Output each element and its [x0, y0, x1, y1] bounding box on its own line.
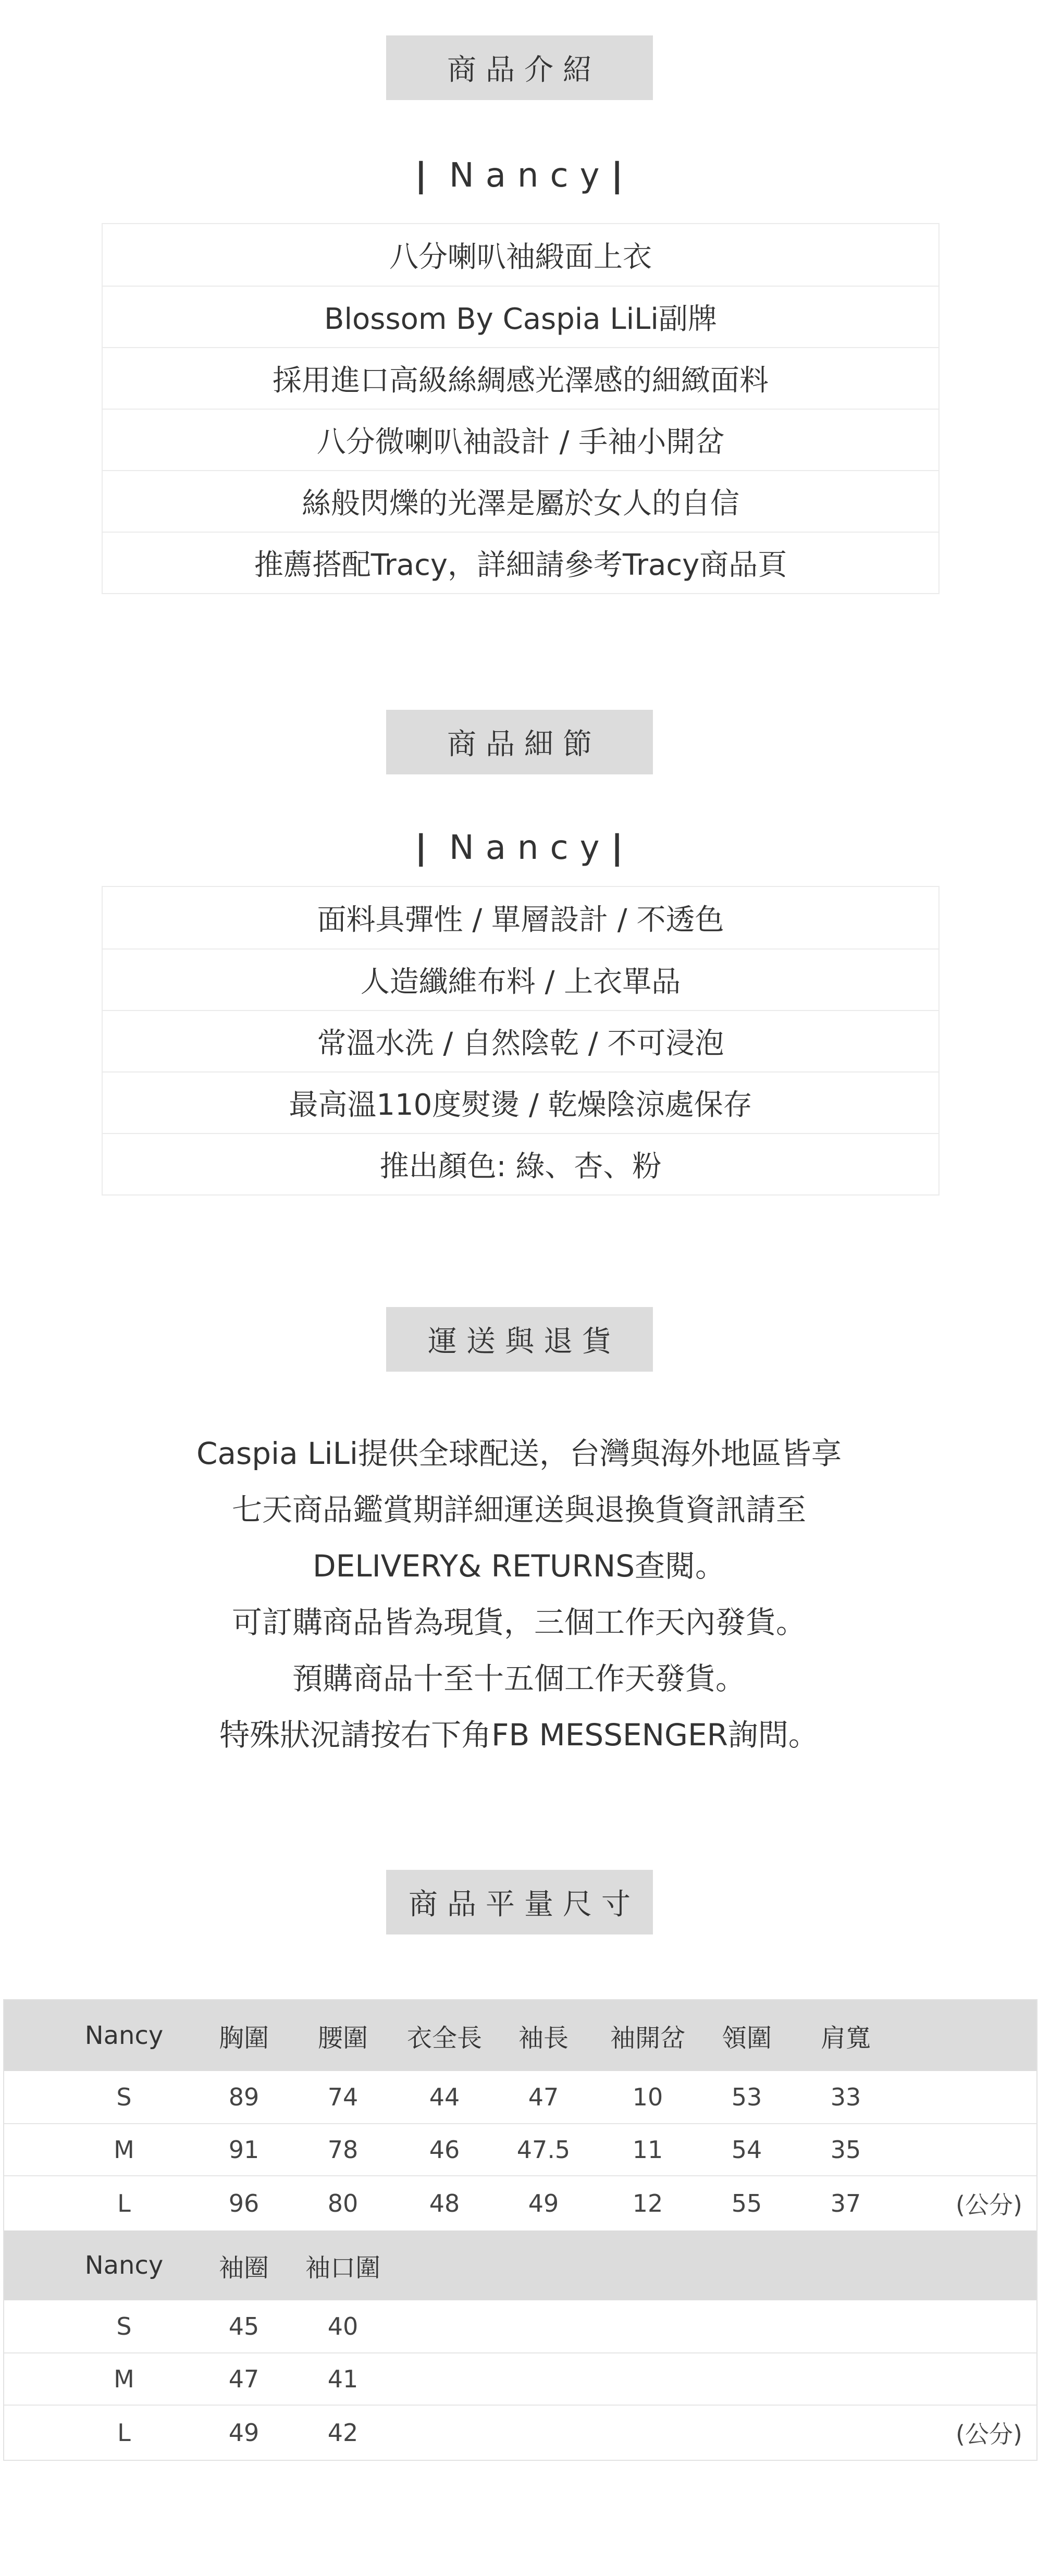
- table-cell: 89: [228, 2083, 260, 2111]
- table-row: [4, 2352, 1036, 2405]
- list-item: 絲般閃爍的光澤是屬於女人的自信: [103, 470, 938, 532]
- shipping-info: [0, 1423, 1038, 1760]
- product-details-title: 商品細節: [386, 710, 653, 774]
- table-row: [4, 2175, 1036, 2230]
- column-header: 腰圍: [317, 2023, 368, 2053]
- list-item: 最高溫110度熨燙 / 乾燥陰涼處保存: [103, 1071, 938, 1133]
- product-details-box: [102, 886, 940, 1195]
- list-item: 八分微喇叭袖設計 / 手袖小開岔: [103, 409, 938, 470]
- table-cell: 47: [528, 2083, 559, 2111]
- table-cell: 74: [327, 2083, 359, 2111]
- table-cell: 37: [830, 2189, 861, 2217]
- list-item: 採用進口高級絲綢感光澤感的細緻面料: [103, 347, 938, 409]
- table-cell: 45: [228, 2312, 260, 2340]
- table-cell: L: [117, 2189, 131, 2217]
- table-cell: 47: [228, 2365, 260, 2393]
- column-header: 胸圍: [218, 2023, 269, 2053]
- table-cell: L: [117, 2419, 131, 2447]
- table-cell: 48: [429, 2189, 460, 2217]
- table-cell: M: [114, 2136, 134, 2164]
- table-cell: 40: [327, 2312, 359, 2340]
- shipping-line: 可訂購商品皆為現貨，三個工作天內發貨。: [231, 1605, 806, 1640]
- shipping-line: 特殊狀況請按右下角FB MESSENGER詢問。: [219, 1717, 819, 1753]
- table-header: [4, 2000, 1036, 2071]
- table-cell: S: [116, 2083, 132, 2111]
- table-cell: 78: [327, 2136, 359, 2164]
- table-cell: 80: [327, 2189, 359, 2217]
- size-chart-title: 商品平量尺寸: [386, 1870, 653, 1934]
- product-name: Nancy: [449, 156, 611, 195]
- table-cell: 33: [830, 2083, 861, 2111]
- table-cell: 10: [632, 2083, 663, 2111]
- table-row: [4, 2123, 1036, 2175]
- table-cell: 42: [327, 2419, 359, 2447]
- unit-label: (公分): [956, 2191, 1022, 2219]
- shipping-title: 運送與退貨: [386, 1307, 653, 1372]
- size-table: [3, 1999, 1037, 2461]
- shipping-line: 七天商品鑑賞期詳細運送與退換貨資訊請至: [231, 1492, 806, 1527]
- product-intro-title: 商品介紹: [386, 35, 653, 100]
- table-cell: 12: [632, 2189, 663, 2217]
- list-item: 推出顏色: 綠、杏、粉: [103, 1133, 938, 1194]
- list-item: 面料具彈性 / 單層設計 / 不透色: [317, 903, 724, 937]
- table-cell: 96: [228, 2189, 260, 2217]
- column-header: Nancy: [84, 2251, 164, 2280]
- table-cell: 49: [528, 2189, 559, 2217]
- list-item: 常溫水洗 / 自然陰乾 / 不可浸泡: [103, 1010, 938, 1071]
- table-cell: S: [116, 2312, 132, 2340]
- shipping-line: 預購商品十至十五個工作天發貨。: [292, 1661, 746, 1696]
- table-cell: 44: [429, 2083, 460, 2111]
- table-cell: 91: [228, 2136, 260, 2164]
- unit-label: (公分): [956, 2420, 1022, 2448]
- column-header: 領圍: [721, 2023, 772, 2053]
- table-cell: 11: [632, 2136, 663, 2164]
- column-header: 肩寬: [820, 2023, 871, 2053]
- product-name: Nancy: [449, 829, 611, 867]
- column-header: 袖圈: [218, 2253, 269, 2283]
- table-cell: 41: [327, 2365, 359, 2393]
- column-header: 袖長: [518, 2023, 569, 2053]
- table-cell: 53: [731, 2083, 762, 2111]
- shipping-line: DELIVERY& RETURNS查閱。: [312, 1548, 726, 1584]
- product-intro-heading: | Nancy|: [415, 156, 623, 195]
- table-row: [4, 2071, 1036, 2123]
- table-cell: 54: [731, 2136, 762, 2164]
- column-header: Nancy: [84, 2021, 164, 2050]
- table-row: [4, 2300, 1036, 2352]
- list-item: 人造纖維布料 / 上衣單品: [103, 948, 938, 1010]
- product-intro-box: [102, 223, 940, 594]
- table-cell: 46: [429, 2136, 460, 2164]
- table-row: [4, 2405, 1036, 2460]
- column-header: 衣全長: [406, 2023, 482, 2053]
- column-header: 袖口圍: [305, 2253, 380, 2283]
- table-cell: 49: [228, 2419, 260, 2447]
- product-details-heading: | Nancy|: [415, 829, 623, 867]
- table-cell: M: [114, 2365, 134, 2393]
- column-header: 袖開岔: [610, 2023, 685, 2053]
- table-cell: 47.5: [516, 2136, 571, 2164]
- table-cell: 55: [731, 2189, 762, 2217]
- table-cell: 35: [830, 2136, 861, 2164]
- table-header: [4, 2230, 1036, 2300]
- list-item: Blossom By Caspia LiLi副牌: [103, 286, 938, 347]
- list-item: 八分喇叭袖緞面上衣: [389, 240, 652, 274]
- list-item: 推薦搭配Tracy，詳細請參考Tracy商品頁: [103, 532, 938, 593]
- shipping-line: Caspia LiLi提供全球配送，台灣與海外地區皆享: [196, 1436, 842, 1471]
